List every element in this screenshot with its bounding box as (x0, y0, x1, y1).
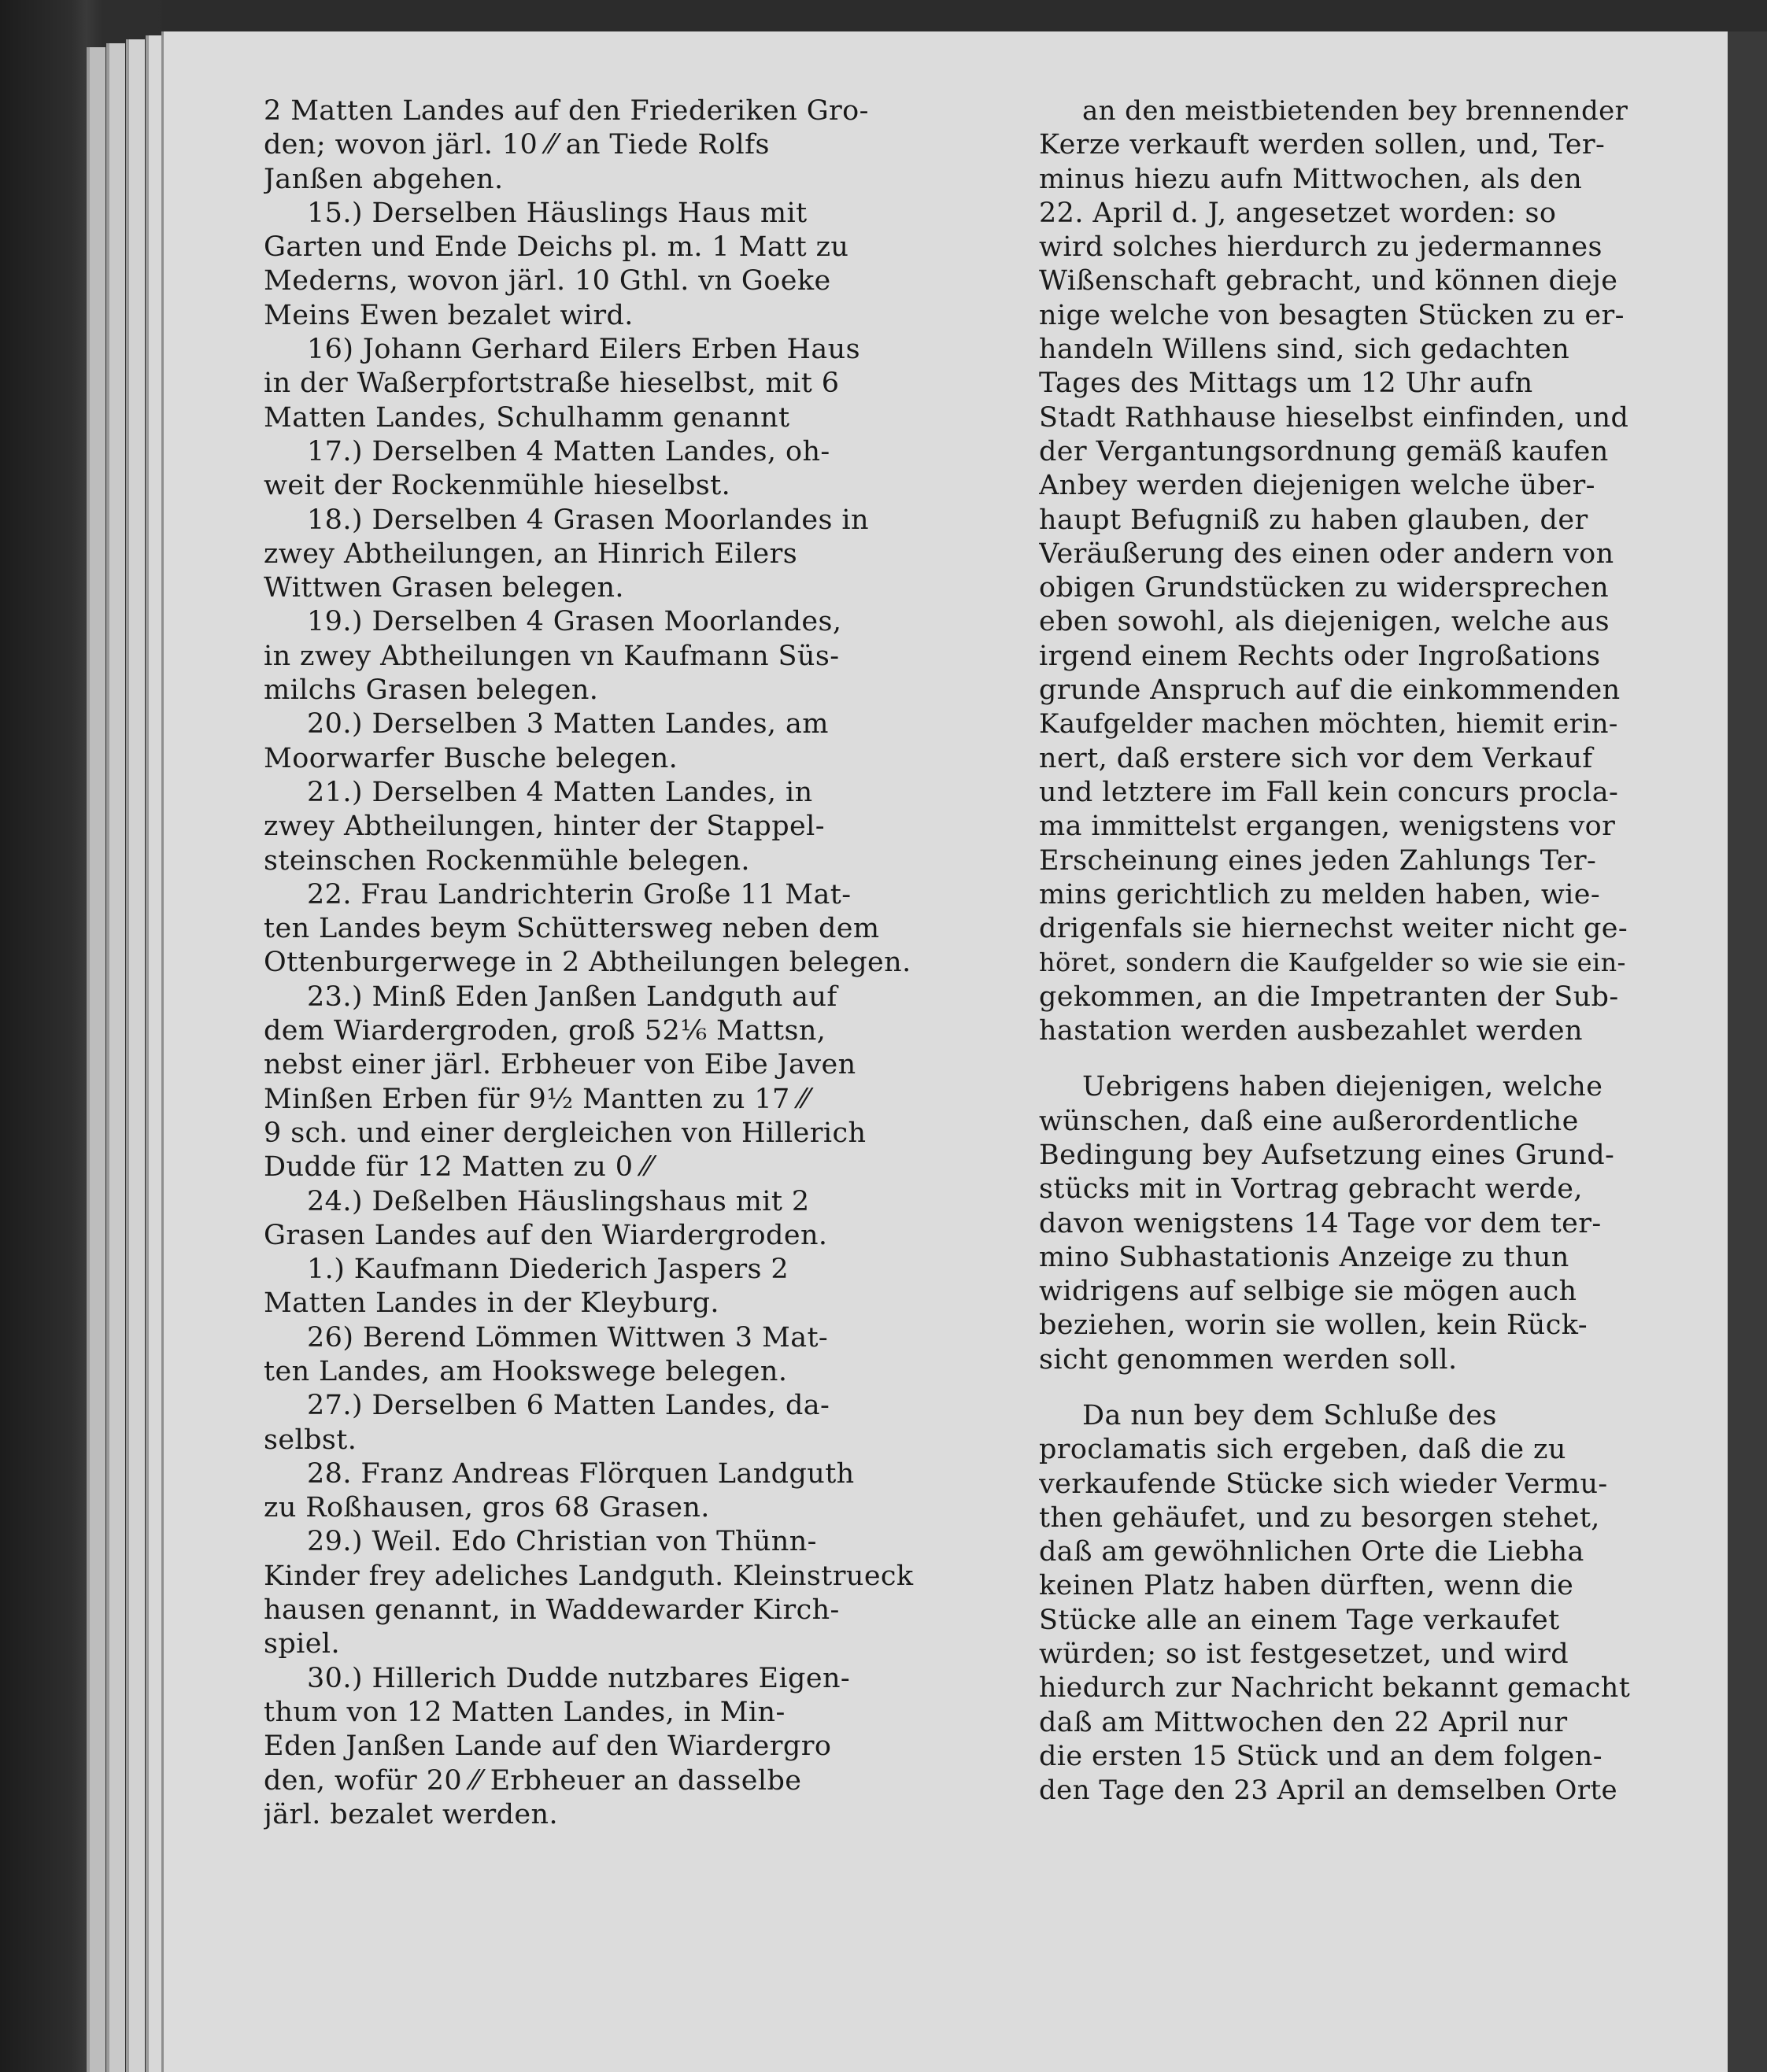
text-line: höret, sondern die Kaufgelder so wie sie ein- (1039, 947, 1626, 978)
text-line: 9 sch. und einer dergleichen von Hillerich (264, 1117, 867, 1149)
text-line: 22. Frau Landrichterin Große 11 Mat- (307, 878, 852, 910)
text-line: steinschen Rockenmühle belegen. (264, 844, 750, 877)
text-line: beziehen, worin sie wollen, kein Rück- (1039, 1309, 1588, 1342)
text-line: 16) Johann Gerhard Eilers Erben Haus (307, 334, 860, 366)
text-line: 22. April d. J, angesetzet worden: so (1039, 197, 1557, 229)
text-line: Moorwarfer Busche belegen. (264, 742, 678, 774)
text-line: nebst einer järl. Erbheuer von Eibe Javen (264, 1049, 856, 1081)
text-line: den Tage den 23 April an demselben Orte (1039, 1775, 1618, 1807)
text-line: zwey Abtheilungen, hinter der Stappel- (264, 811, 825, 843)
text-line: Stadt Rathhause hieselbst einfinden, und (1039, 401, 1629, 434)
text-line: proclamatis sich ergeben, daß die zu (1039, 1434, 1566, 1466)
text-line: Mederns, wovon järl. 10 Gthl. vn Goeke (264, 265, 831, 297)
text-line: selbst. (264, 1424, 357, 1456)
text-line: Erscheinung eines jeden Zahlungs Ter- (1039, 844, 1597, 877)
text-line: Eden Janßen Lande auf den Wiardergro (264, 1730, 832, 1763)
text-line: stücks mit in Vortrag gebracht werde, (1039, 1173, 1583, 1206)
text-line: Tages des Mittags um 12 Uhr aufn (1039, 367, 1533, 400)
text-line: verkaufende Stücke sich wieder Vermu- (1039, 1468, 1608, 1500)
text-line: dem Wiardergroden, groß 52⅙ Mattsn, (264, 1015, 826, 1047)
text-line: mins gerichtlich zu melden haben, wie- (1039, 878, 1601, 910)
text-line: hausen genannt, in Waddewarder Kirch- (264, 1594, 840, 1627)
text-line: 27.) Derselben 6 Matten Landes, da- (307, 1390, 830, 1422)
page-edge (106, 43, 125, 2072)
text-line: ten Landes, am Hookswege belegen. (264, 1355, 788, 1387)
text-line: Wittwen Grasen belegen. (264, 572, 624, 604)
text-line: järl. bezalet werden. (264, 1798, 559, 1830)
text-line: Dudde für 12 Matten zu 0 ⁄⁄ (264, 1151, 652, 1184)
text-line: Janßen abgehen. (264, 163, 504, 195)
text-line: zwey Abtheilungen, an Hinrich Eilers (264, 537, 798, 570)
text-line: Bedingung bey Aufsetzung eines Grund- (1039, 1139, 1615, 1171)
text-line: Ottenburgerwege in 2 Abtheilungen belegen. (264, 947, 911, 979)
text-line: in der Waßerpfortstraße hieselbst, mit 6 (264, 367, 840, 400)
text-line: thum von 12 Matten Landes, in Min- (264, 1696, 786, 1728)
text-line: 29.) Weil. Edo Christian von Thünn- (307, 1526, 817, 1558)
text-line: obigen Grundstücken zu widersprechen (1039, 572, 1610, 604)
text-line: Minßen Erben für 9½ Mantten zu 17 ⁄⁄ (264, 1083, 809, 1115)
text-line: wünschen, daß eine außerordentliche (1039, 1105, 1579, 1137)
text-line: daß am gewöhnlichen Orte die Liebha (1039, 1536, 1584, 1568)
text-line: Da nun bey dem Schluße des (1082, 1399, 1497, 1431)
text-line: Stücke alle an einem Tage verkaufet (1039, 1604, 1560, 1636)
text-line: Uebrigens haben diejenigen, welche (1082, 1071, 1603, 1103)
text-line: irgend einem Rechts oder Ingroßations (1039, 640, 1601, 672)
text-line: an den meistbietenden bey brennender (1082, 95, 1628, 127)
text-line: eben sowohl, als diejenigen, welche aus (1039, 606, 1610, 638)
text-line: 2 Matten Landes auf den Friederiken Gro- (264, 95, 869, 127)
text-line: ten Landes beym Schüttersweg neben dem (264, 913, 880, 945)
text-line: 1.) Kaufmann Diederich Jaspers 2 (307, 1254, 789, 1286)
paragraph-gap (1039, 1377, 1633, 1399)
text-line: 18.) Derselben 4 Grasen Moorlandes in (307, 504, 869, 536)
text-line: Kinder frey adeliches Landguth. Kleinstrueck (264, 1560, 914, 1592)
left-text-column (264, 94, 1007, 1832)
text-line: weit der Rockenmühle hieselbst. (264, 470, 731, 502)
text-line: den; wovon järl. 10 ⁄⁄ an Tiede Rolfs (264, 129, 770, 161)
text-line: mino Subhastationis Anzeige zu thun (1039, 1241, 1569, 1273)
text-line: Anbey werden diejenigen welche über- (1039, 470, 1595, 502)
text-line: Grasen Landes auf den Wiardergroden. (264, 1219, 828, 1251)
text-line: gekommen, an die Impetranten der Sub- (1039, 981, 1619, 1013)
text-line: und letztere im Fall kein concurs procla- (1039, 776, 1619, 808)
text-line: 19.) Derselben 4 Grasen Moorlandes, (307, 606, 842, 638)
text-line: sicht genommen werden soll. (1039, 1343, 1458, 1376)
text-line: drigenfals sie hiernechst weiter nicht ge- (1039, 913, 1628, 945)
text-line: 15.) Derselben Häuslings Haus mit (307, 197, 808, 229)
text-line: würden; so ist festgesetzet, und wird (1039, 1638, 1569, 1671)
text-line: wird solches hierdurch zu jedermannes (1039, 231, 1602, 264)
text-line: milchs Grasen belegen. (264, 674, 599, 707)
text-line: widrigens auf selbige sie mögen auch (1039, 1276, 1577, 1308)
text-line: 20.) Derselben 3 Matten Landes, am (307, 708, 829, 741)
text-line: in zwey Abtheilungen vn Kaufmann Süs- (264, 640, 840, 672)
text-line: Garten und Ende Deichs pl. m. 1 Matt zu (264, 231, 849, 264)
text-line: spiel. (264, 1628, 340, 1660)
text-line: keinen Platz haben dürften, wenn die (1039, 1570, 1574, 1602)
text-line: zu Roßhausen, gros 68 Grasen. (264, 1492, 710, 1524)
text-line: nige welche von besagten Stücken zu er- (1039, 299, 1625, 331)
text-line: davon wenigstens 14 Tage vor dem ter- (1039, 1207, 1602, 1239)
text-line: minus hiezu aufn Mittwochen, als den (1039, 163, 1583, 195)
text-line: Wißenschaft gebracht, und können dieje (1039, 265, 1618, 297)
text-line: der Vergantungsordnung gemäß kaufen (1039, 435, 1609, 467)
text-line: Kaufgelder machen möchten, hiemit erin- (1039, 708, 1618, 741)
text-line: hiedurch zur Nachricht bekannt gemacht (1039, 1672, 1631, 1705)
text-line: hastation werden ausbezahlet werden (1039, 1015, 1583, 1047)
text-line: handeln Willens sind, sich gedachten (1039, 334, 1570, 366)
text-line: 28. Franz Andreas Flörquen Landguth (307, 1457, 855, 1490)
text-line: 17.) Derselben 4 Matten Landes, oh- (307, 435, 830, 467)
scanner-bed-right (1728, 31, 1767, 2072)
text-line: Matten Landes in der Kleyburg. (264, 1287, 719, 1320)
page-edge (87, 47, 105, 2072)
right-text-column (1039, 94, 1633, 1808)
text-line: Kerze verkauft werden sollen, und, Ter- (1039, 129, 1606, 161)
text-line: Veräußerung des einen oder andern von (1039, 537, 1614, 570)
text-line: grunde Anspruch auf die einkommenden (1039, 674, 1621, 707)
text-line: 23.) Minß Eden Janßen Landguth auf (307, 981, 837, 1013)
scanner-bed-top (161, 0, 1767, 31)
text-line: 21.) Derselben 4 Matten Landes, in (307, 776, 813, 808)
text-line: den, wofür 20 ⁄⁄ Erbheuer an dasselbe (264, 1764, 802, 1797)
text-line: haupt Befugniß zu haben glauben, der (1039, 504, 1588, 536)
text-line: then gehäufet, und zu besorgen stehet, (1039, 1501, 1600, 1534)
page-edge (126, 39, 145, 2072)
text-line: ma immittelst ergangen, wenigstens vor (1039, 811, 1616, 843)
text-line: Meins Ewen bezalet wird. (264, 299, 634, 331)
text-line: 26) Berend Lömmen Wittwen 3 Mat- (307, 1321, 829, 1354)
text-line: daß am Mittwochen den 22 April nur (1039, 1706, 1568, 1738)
text-line: nert, daß erstere sich vor dem Verkauf (1039, 742, 1593, 774)
text-line: Matten Landes, Schulhamm genannt (264, 401, 790, 434)
text-line: 24.) Deßelben Häuslingshaus mit 2 (307, 1185, 810, 1217)
text-line: die ersten 15 Stück und an dem folgen- (1039, 1740, 1602, 1772)
paragraph-gap (1039, 1048, 1633, 1070)
text-line: 30.) Hillerich Dudde nutzbares Eigen- (307, 1662, 851, 1694)
